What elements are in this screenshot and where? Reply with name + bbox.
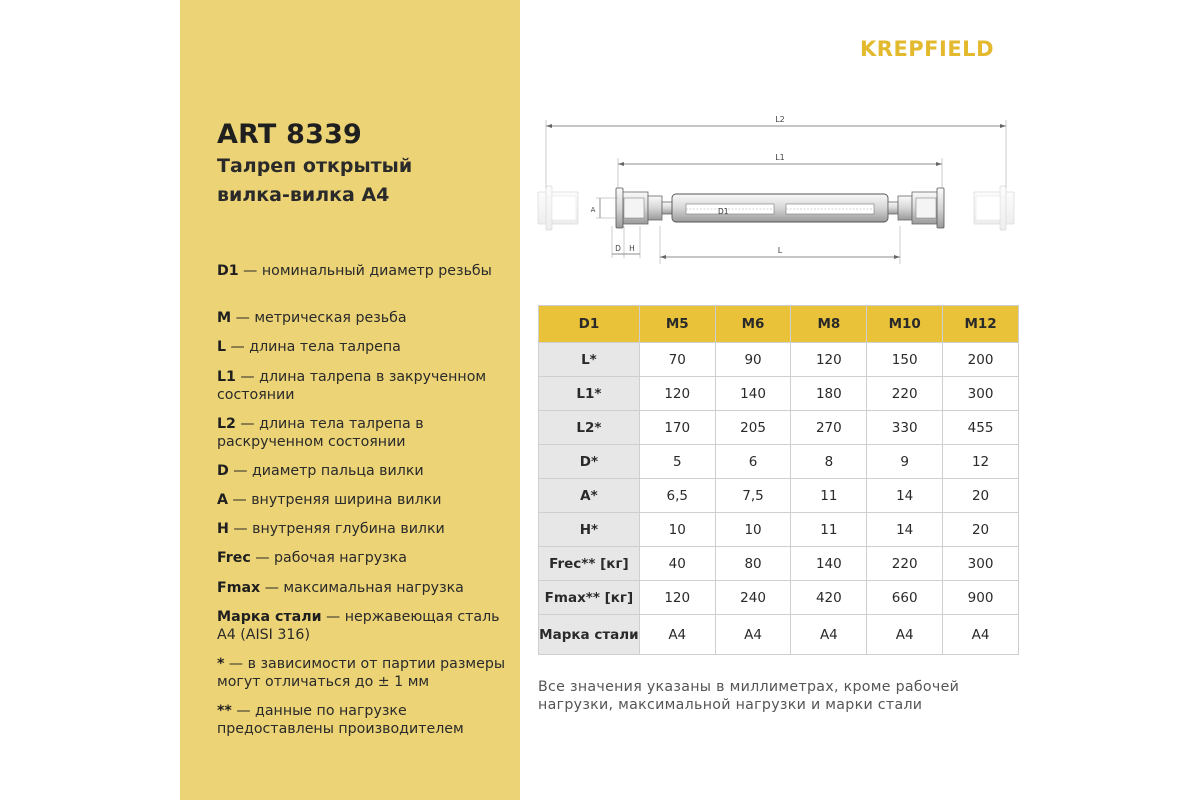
row-label: D* — [539, 445, 640, 479]
table-cell: А4 — [943, 615, 1019, 655]
table-cell: 11 — [791, 513, 867, 547]
row-label: L1* — [539, 377, 640, 411]
legend-item-steel-grade: Марка стали — нержавеющая сталь А4 (AISI 316) — [217, 609, 500, 643]
table-cell: А4 — [791, 615, 867, 655]
legend-item-a: A — внутреняя ширина вилки — [217, 492, 442, 508]
row-label: Frec** [кг] — [539, 547, 640, 581]
table-cell: 6,5 — [639, 479, 715, 513]
dimension-l2 — [546, 115, 1006, 188]
label-d: D — [615, 244, 621, 253]
table-cell: 220 — [867, 377, 943, 411]
legend-item-d: D — диаметр пальца вилки — [217, 463, 424, 479]
legend-item-l2: L2 — длина тела талрепа в раскрученном состоянии — [217, 416, 424, 450]
article-title: ART 8339 — [217, 119, 363, 150]
row-label: L* — [539, 343, 640, 377]
dimension-bottom — [612, 226, 900, 264]
table-cell: 205 — [715, 411, 791, 445]
header-cell: M12 — [943, 306, 1019, 343]
table-row — [539, 547, 1019, 581]
legend-item-single-asterisk: * — в зависимости от партии размеры могут отличаться до ± 1 мм — [217, 656, 506, 690]
table-cell: 455 — [943, 411, 1019, 445]
table-header-row — [539, 306, 1019, 343]
table-cell: 420 — [791, 581, 867, 615]
table-row — [539, 445, 1019, 479]
table-cell: 80 — [715, 547, 791, 581]
table-cell: А4 — [715, 615, 791, 655]
row-label: Марка стали — [539, 615, 640, 655]
table-cell: 90 — [715, 343, 791, 377]
label-l: L — [777, 246, 783, 255]
table-cell: 11 — [791, 479, 867, 513]
table-cell: 20 — [943, 479, 1019, 513]
legend-item-l: L — длина тела талрепа — [217, 339, 401, 355]
table-row — [539, 479, 1019, 513]
table-row — [539, 411, 1019, 445]
label-d1: D1 — [718, 207, 729, 216]
table-cell: 12 — [943, 445, 1019, 479]
table-cell: 140 — [715, 377, 791, 411]
table-cell: 70 — [639, 343, 715, 377]
table-cell: 120 — [639, 581, 715, 615]
row-label: A* — [539, 479, 640, 513]
extended-fork-left — [538, 186, 578, 230]
table-cell: 300 — [943, 547, 1019, 581]
table-row — [539, 377, 1019, 411]
header-cell: D1 — [539, 306, 640, 343]
fork-right — [888, 188, 944, 228]
table-cell: 10 — [715, 513, 791, 547]
table-cell: 14 — [867, 479, 943, 513]
dimension-a — [591, 198, 618, 218]
table-cell: 180 — [791, 377, 867, 411]
table-cell: 200 — [943, 343, 1019, 377]
row-label: L2* — [539, 411, 640, 445]
turnbuckle-drawing — [536, 108, 1026, 268]
table-cell: 8 — [791, 445, 867, 479]
label-l2: L2 — [775, 115, 785, 124]
table-cell: 140 — [791, 547, 867, 581]
turnbuckle-body — [672, 194, 888, 222]
table-cell: 150 — [867, 343, 943, 377]
table-cell: 20 — [943, 513, 1019, 547]
table-cell: 120 — [639, 377, 715, 411]
legend-item-l1: L1 — длина талрепа в закрученном состоянии — [217, 369, 487, 403]
table-cell: 10 — [639, 513, 715, 547]
label-l1: L1 — [775, 153, 785, 162]
table-row — [539, 581, 1019, 615]
table-row — [539, 513, 1019, 547]
extended-fork-right — [974, 186, 1014, 230]
label-h: H — [629, 244, 635, 253]
product-subtitle-line-1: Талреп открытый — [217, 155, 413, 177]
table-cell: 7,5 — [715, 479, 791, 513]
table-cell: 300 — [943, 377, 1019, 411]
legend-item-d1: D1 — номинальный диаметр резьбы — [217, 263, 492, 279]
table-cell: 900 — [943, 581, 1019, 615]
table-cell: 14 — [867, 513, 943, 547]
label-a: A — [590, 206, 596, 214]
legend-item-double-asterisk: ** — данные по нагрузке предоставлены производителем — [217, 703, 464, 737]
fork-left — [616, 188, 672, 228]
table-cell: 330 — [867, 411, 943, 445]
row-label: H* — [539, 513, 640, 547]
legend-item-frec: Frec — рабочая нагрузка — [217, 550, 407, 566]
header-cell: M6 — [715, 306, 791, 343]
header-cell: M10 — [867, 306, 943, 343]
header-cell: M8 — [791, 306, 867, 343]
table-cell: 5 — [639, 445, 715, 479]
units-footnote: Все значения указаны в миллиметрах, кроме рабочей нагрузки, максимальной нагрузки и марки стали — [538, 679, 960, 713]
table-cell: 240 — [715, 581, 791, 615]
left-info-panel — [180, 0, 520, 800]
table-cell: 220 — [867, 547, 943, 581]
legend-item-h: H — внутреняя глубина вилки — [217, 521, 445, 537]
product-subtitle-line-2: вилка-вилка А4 — [217, 184, 390, 206]
table-cell: 270 — [791, 411, 867, 445]
table-cell: 6 — [715, 445, 791, 479]
table-cell: А4 — [867, 615, 943, 655]
table-cell: 170 — [639, 411, 715, 445]
table-cell: 120 — [791, 343, 867, 377]
specification-table — [538, 305, 1019, 655]
table-row — [539, 615, 1019, 655]
table-cell: 40 — [639, 547, 715, 581]
table-row — [539, 343, 1019, 377]
table-cell: 660 — [867, 581, 943, 615]
title-block — [217, 118, 517, 210]
table-cell: 9 — [867, 445, 943, 479]
dimension-l1 — [618, 153, 942, 192]
legend-item-m: M — метрическая резьба — [217, 310, 407, 326]
brand-logo: KREPFIELD — [860, 37, 994, 61]
legend-item-fmax: Fmax — максимальная нагрузка — [217, 580, 464, 596]
row-label: Fmax** [кг] — [539, 581, 640, 615]
table-cell: А4 — [639, 615, 715, 655]
header-cell: M5 — [639, 306, 715, 343]
